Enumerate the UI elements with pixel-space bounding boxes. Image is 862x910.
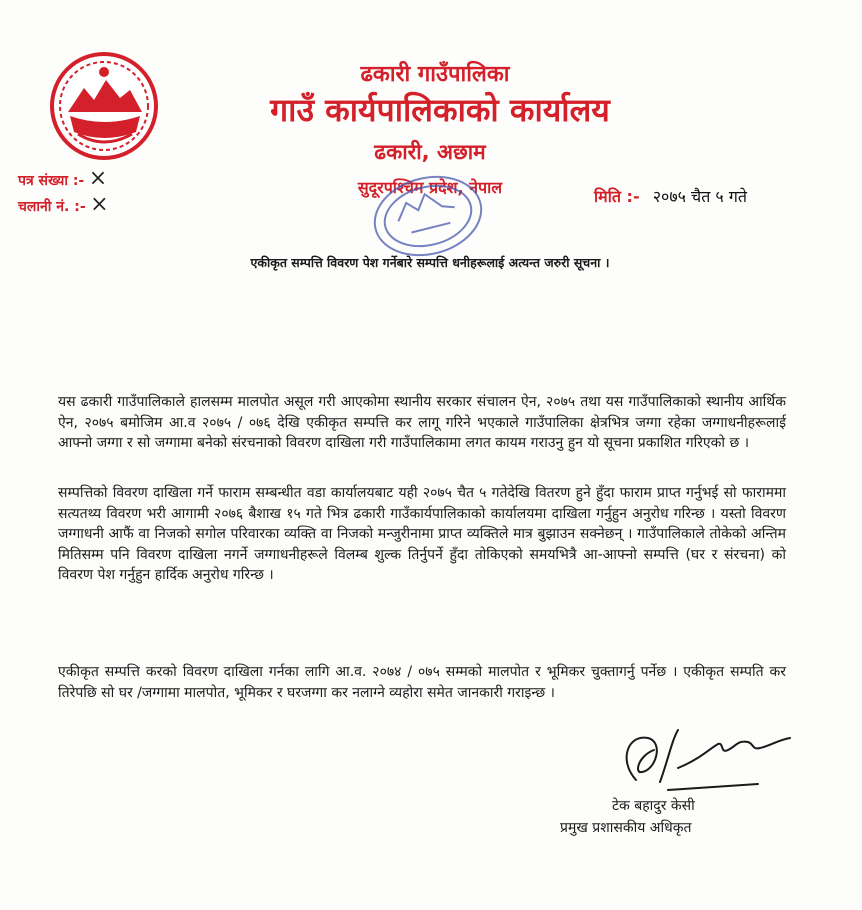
municipality-name: ढकारी गाउँपालिका — [360, 62, 510, 87]
dispatch-number-label: चलानी नं. :- — [18, 199, 86, 215]
body-paragraph-3: एकीकृत सम्पत्ति करको विवरण दाखिला गर्नका लागि आ.व. २०७४ / ०७५ सम्मको मालपोत र भूमिकर चुक्तागर्नु पर्नेछ । एकीकृत सम्पति कर तिरेपछि सो घर /जग्गामा मालपोत, भूमिकर र घरजग्गा कर नलाग्ने व्यहोरा समेत जानकारी गराइन्छ । — [58, 664, 786, 701]
nepal-emblem-logo — [48, 50, 160, 162]
date-value: २०७५ चैत ५ गते — [652, 187, 747, 206]
office-stamp — [368, 168, 488, 264]
notice-subject: एकीकृत सम्पत्ति विवरण पेश गर्नेबारे सम्पत्ति धनीहरूलाई अत्यन्त जरुरी सूचना । — [250, 255, 610, 270]
letter-number-row — [18, 166, 107, 191]
office-title: गाउँ कार्यपालिकाको कार्यालय — [270, 91, 610, 129]
office-location: ढकारी, अछाम — [374, 140, 486, 164]
province-line: सुदूरपश्चिम प्रदेश, नेपाल — [357, 178, 503, 197]
date-row — [594, 185, 747, 207]
body-paragraph-1: यस ढकारी गाउँपालिकाले हालसम्म मालपोत असूल गरी आएकोमा स्थानीय सरकार संचालन ऐन, २०७५ तथा यस गाउँपालिकाको स्थानीय आर्थिक ऐन, २०७५ बमोजिम आ.व २०७५ / ०७६ देखि एकीकृत सम्पत्ति कर लागू गरिने भएकाले गाउँपालिका क्षेत्रभित्र जग्गा रहेका जग्गाधनीहरूलाई आफ्नो जग्गा र सो जग्गामा बनेको संरचनाको विवरण दाखिला गरी गाउँपालिकामा लगत कायम गराउनु हुन यो सूचना प्रकाशित गरिएको छ । — [58, 394, 786, 451]
letter-number-label: पत्र संख्या :- — [18, 173, 85, 189]
dispatch-number-value: × — [90, 192, 109, 217]
date-label: मिति :- — [594, 187, 640, 206]
handwritten-signature — [608, 720, 798, 800]
signatory-post: प्रमुख प्रशासकीय अधिकृत — [560, 820, 692, 836]
letter-number-value: × — [88, 166, 108, 191]
signatory-name: टेक बहादुर केसी — [612, 798, 695, 814]
body-paragraph-2: सम्पत्तिको विवरण दाखिला गर्ने फाराम सम्बन्धीत वडा कार्यालयबाट यही २०७५ चैत ५ गतेदेखि वितरण हुने हुँदा फाराम प्राप्त गर्नुभई सो फाराममा सत्यतथ्य विवरण भरी आगामी २०७६ बैशाख १५ गते भित्र ढकारी गाउँकार्यपालिकाको कार्यालयमा दाखिला गर्नुहुन अनुरोध गरिन्छ । यस्तो विवरण जग्गाधनी आफैं वा निजको सगोल परिवारका व्यक्ति वा निजको मन्जुरीनामा प्राप्त व्यक्तिले मात्र बुझाउन सक्नेछन् । गाउँपालिकाले तोकेको अन्तिम मितिसम्म पनि विवरण दाखिला नगर्ने जग्गाधनीहरूले विलम्ब शुल्क तिर्नुपर्ने हुँदा तोकिएको समयभित्रै आ-आफ्नो सम्पत्ति (घर र संरचना) को विवरण पेश गर्नुहुन हार्दिक अनुरोध गरिन्छ । — [58, 485, 786, 583]
dispatch-number-row — [18, 192, 109, 217]
